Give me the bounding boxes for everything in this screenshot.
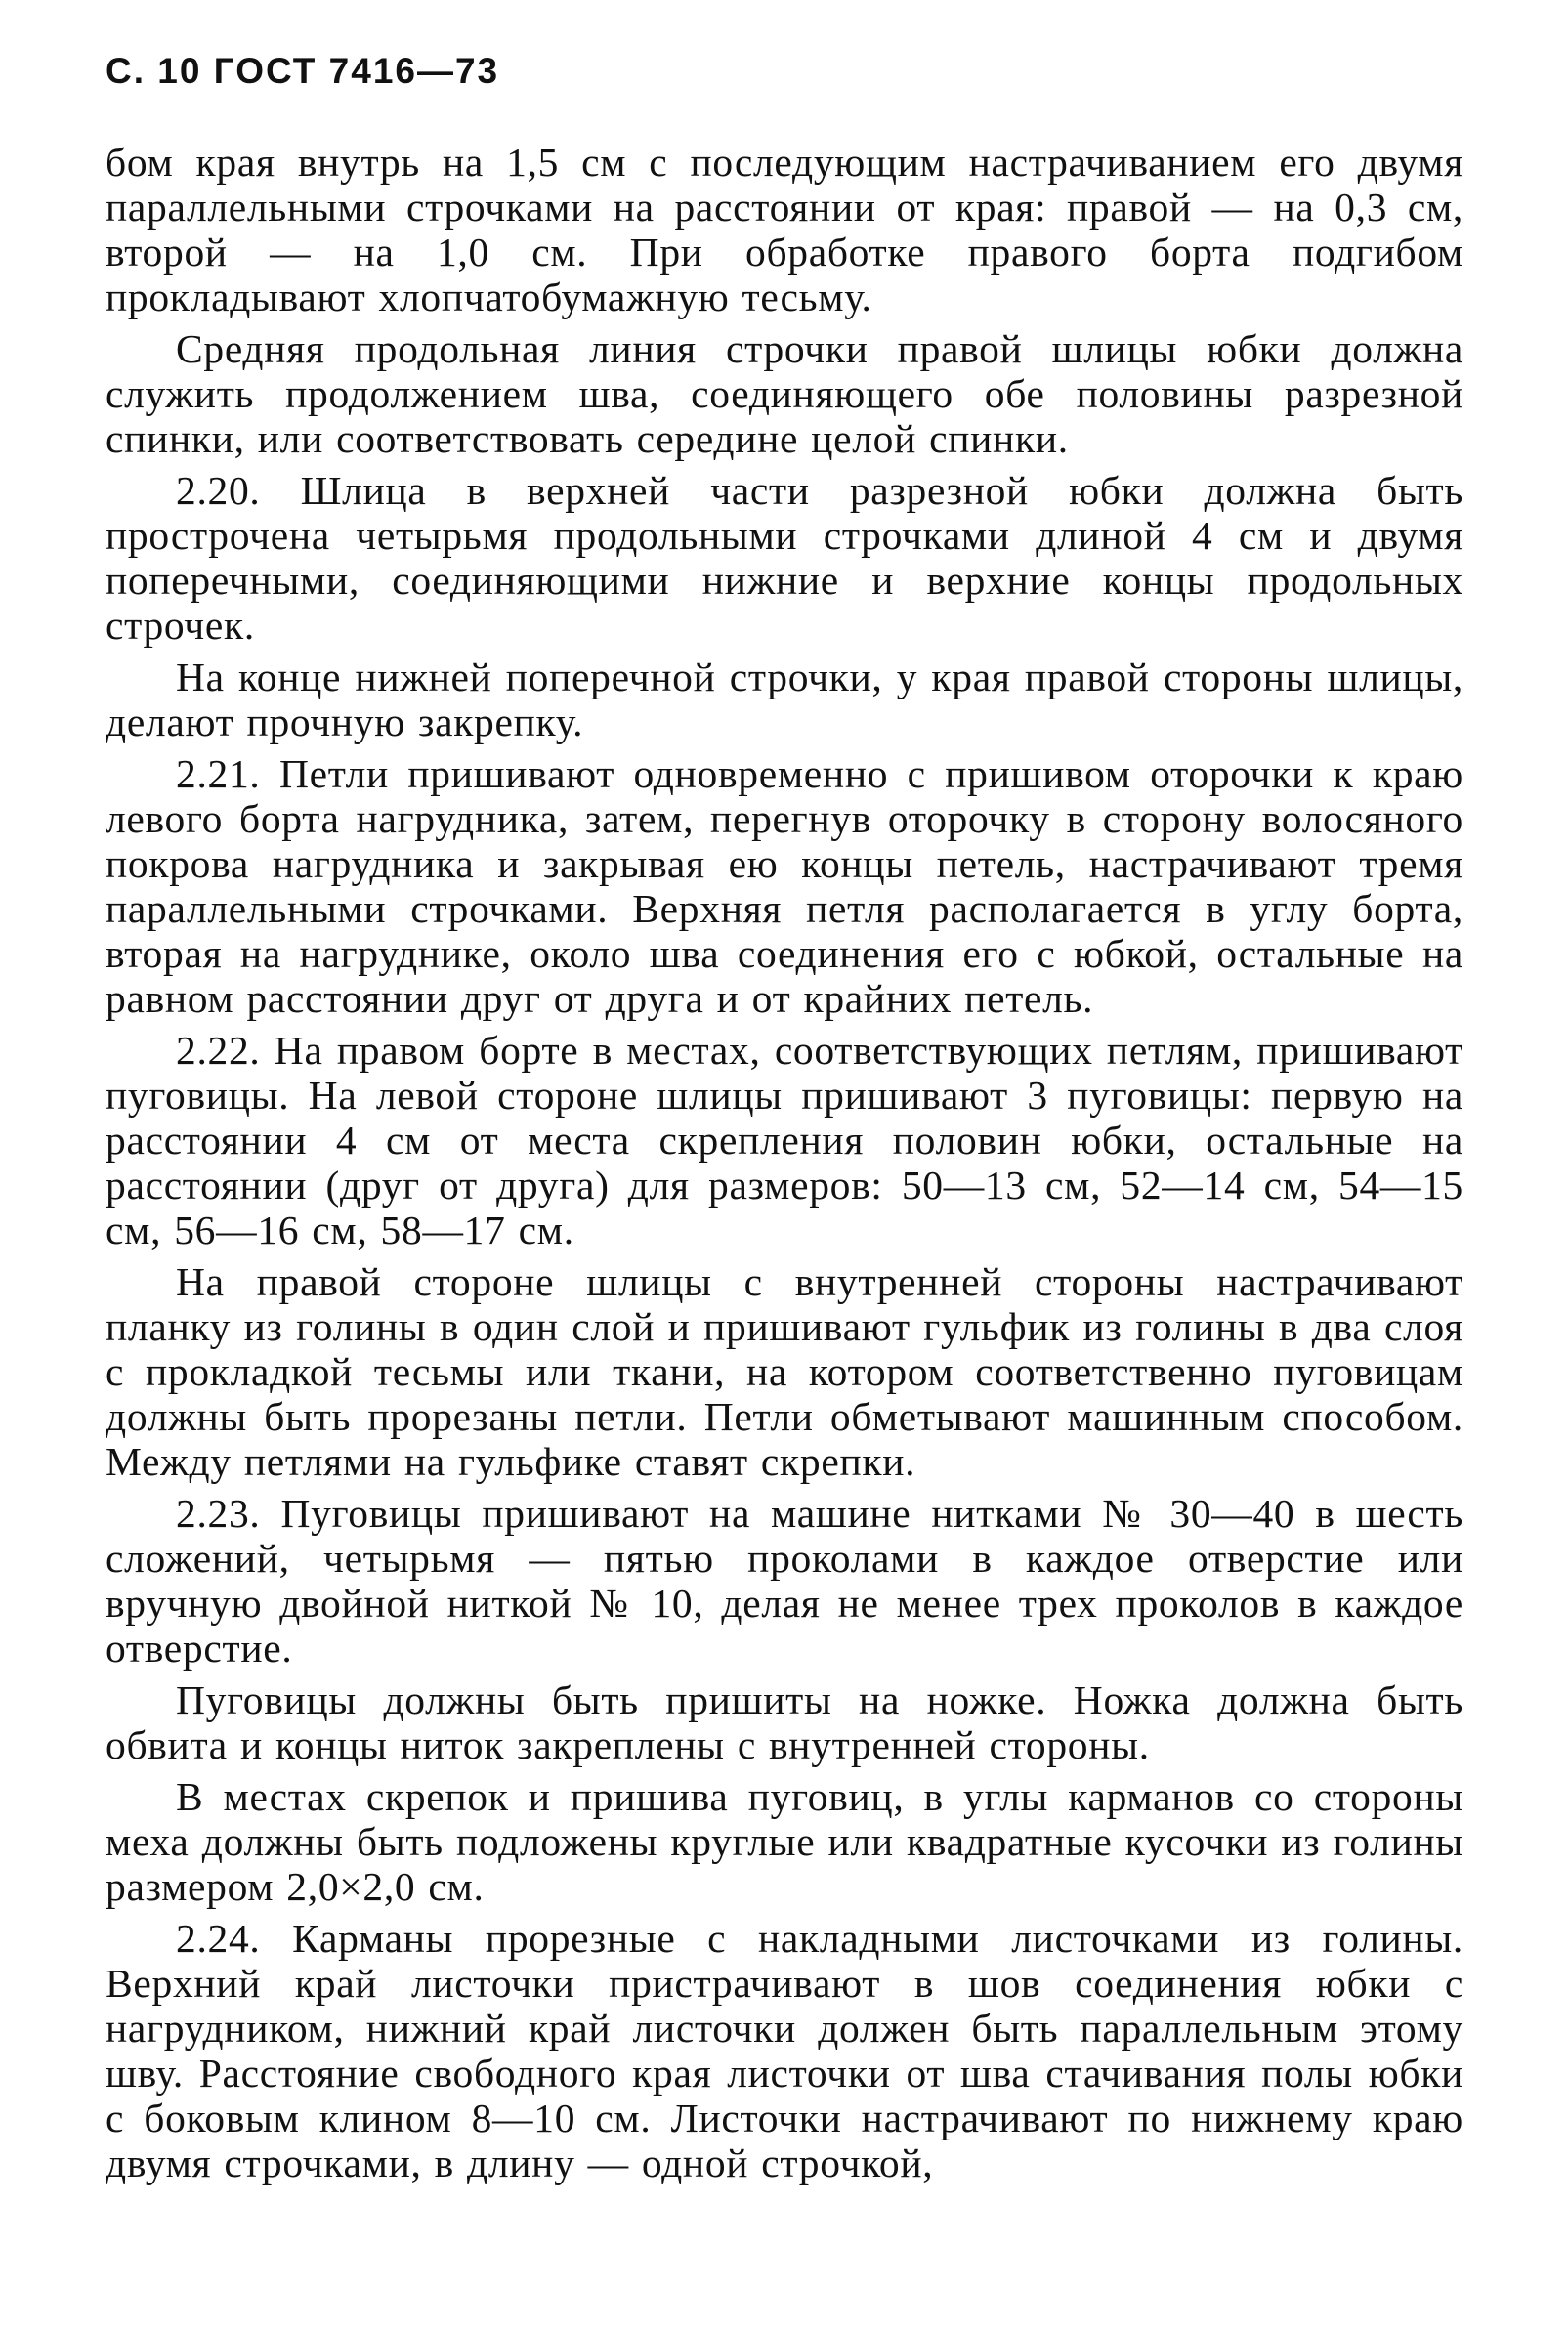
paragraph-clause-2-23: 2.23. Пуговицы пришивают на машине нитками № 30—40 в шесть сложений, четырьмя — пятью проколами в каждое отверстие или вручную двойной ниткой № 10, делая не менее трех проколов в каждое отверстие. [106, 1491, 1463, 1671]
paragraph: Средняя продольная линия строчки правой шлицы юбки должна служить продолжением шва, соединяющего обе половины разрезной спинки, или соответствовать середине целой спинки. [106, 326, 1463, 461]
page-header: С. 10 ГОСТ 7416—73 [106, 51, 500, 91]
paragraph-continuation: бом края внутрь на 1,5 см с последующим настрачиванием его двумя параллельными строчками на расстоянии от края: правой — на 0,3 см, второй — на 1,0 см. При обработке правого борта подгибом прокладывают хлопчатобумажную тесьму. [106, 140, 1463, 319]
paragraph-clause-2-21: 2.21. Петли пришивают одновременно с пришивом оторочки к краю левого борта нагрудника, затем, перегнув оторочку в сторону волосяного покрова нагрудника и закрывая ею концы петель, настрачивают тремя параллельными строчками. Верхняя петля располагается в углу борта, вторая на нагруднике, около шва соединения его с юбкой, остальные на равном расстоянии друг от друга и от крайних петель. [106, 751, 1463, 1021]
paragraph-clause-2-22: 2.22. На правом борте в местах, соответствующих петлям, пришивают пуговицы. На левой стороне шлицы пришивают 3 пуговицы: первую на расстоянии 4 см от места скрепления половин юбки, остальные на расстоянии (друг от друга) для размеров: 50—13 см, 52—14 см, 54—15 см, 56—16 см, 58—17 см. [106, 1028, 1463, 1252]
paragraph-clause-2-24: 2.24. Карманы прорезные с накладными листочками из голины. Верхний край листочки пристрачивают в шов соединения юбки с нагрудником, нижний край листочки должен быть параллельным этому шву. Расстояние свободного края листочки от шва стачивания полы юбки с боковым клином 8—10 см. Листочки настрачивают по нижнему краю двумя строчками, в длину — одной строчкой, [106, 1916, 1463, 2185]
paragraph: В местах скрепок и пришива пуговиц, в углы карманов со стороны меха должны быть подложены круглые или квадратные кусочки из голины размером 2,0×2,0 см. [106, 1774, 1463, 1909]
document-body [106, 140, 1463, 2192]
paragraph: На правой стороне шлицы с внутренней стороны настрачивают планку из голины в один слой и пришивают гульфик из голины в два слоя с прокладкой тесьмы или ткани, на котором соответственно пуговицам должны быть прорезаны петли. Петли обметывают машинным способом. Между петлями на гульфике ставят скрепки. [106, 1259, 1463, 1484]
paragraph-clause-2-20: 2.20. Шлица в верхней части разрезной юбки должна быть прострочена четырьмя продольными строчками длиной 4 см и двумя поперечными, соединяющими нижние и верхние концы продольных строчек. [106, 468, 1463, 648]
paragraph: Пуговицы должны быть пришиты на ножке. Ножка должна быть обвита и концы ниток закреплены с внутренней стороны. [106, 1677, 1463, 1767]
paragraph: На конце нижней поперечной строчки, у края правой стороны шлицы, делают прочную закрепку. [106, 655, 1463, 744]
